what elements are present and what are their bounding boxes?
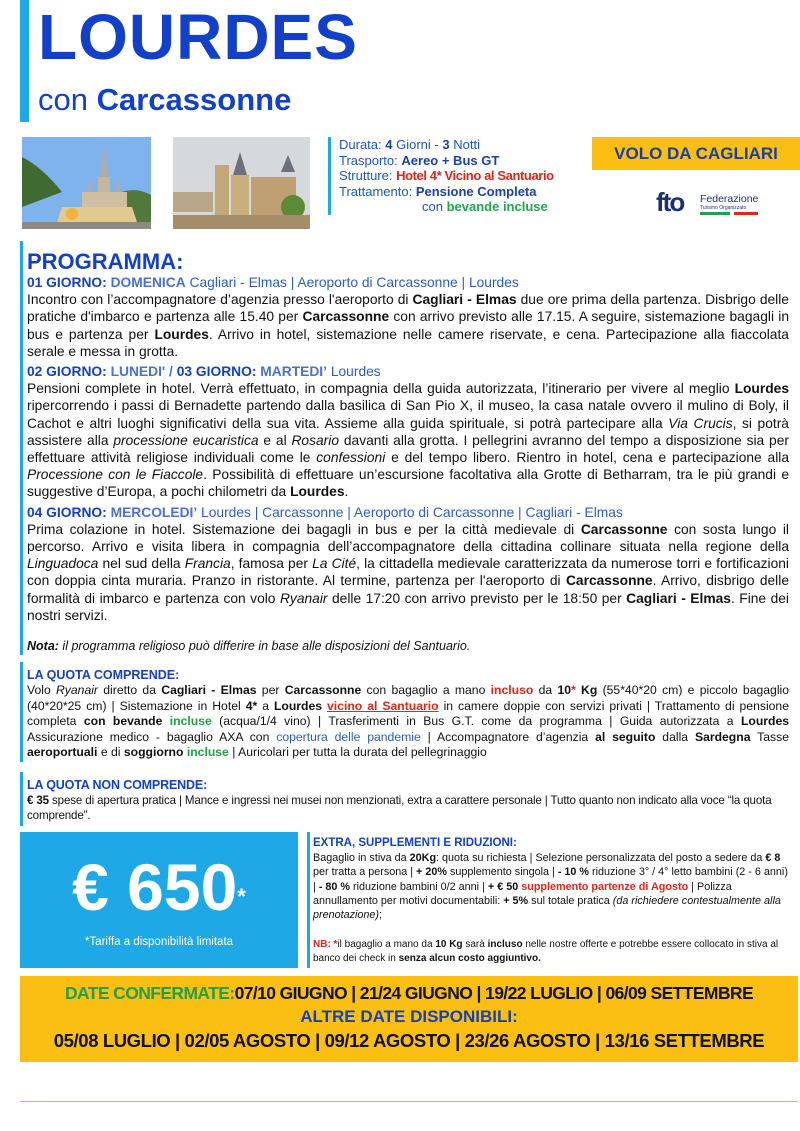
bevande-value: bevande incluse <box>446 199 548 214</box>
flag-red-stripe <box>734 212 758 215</box>
day1-route: Cagliari - Elmas | Aeroporto di Carcassonne | Lourdes <box>189 275 519 290</box>
extra-text: Bagaglio in stiva da 20Kg: quota su richiesta | Selezione personalizzata del posto a sedere da € 8 per tratta a persona | + 20% supplemento singola | - 10 % riduzione 3° / 4° letto bambini (2 - 6 anni) | - 80 % riduzione bambini 0/2 anni | + € 50 supplemento partenze di Agosto | Polizza annullamento per motivi documentabili: + 5% sul totale pratica (da richiedere contestualmente alla prenotazione); <box>313 852 788 922</box>
durata-label: Durata: <box>339 137 382 152</box>
day4-route: Lourdes | Carcassonne | Aeroporto di Carcassonne | Cagliari - Elmas <box>201 504 623 520</box>
other-dates-label: ALTRE DATE DISPONIBILI: <box>300 1007 518 1026</box>
castle-illustration <box>173 137 310 229</box>
fto-logo <box>656 188 776 218</box>
price-note: *Tariffa a disponibilità limitata <box>84 936 234 948</box>
day2-route: Lourdes <box>330 364 381 380</box>
basilica-illustration <box>22 137 151 229</box>
footer-divider <box>20 1101 798 1102</box>
day4-description: Prima colazione in hotel. Sistemazione dei bagagli in bus e per la città medievale di Carcassonne con sosta lungo il percorso. Arrivo e visita libera in compagnia dell’accompagnatore della cittadina collinare situata nella regione della Linguadoca nel sud della Francia, famosa per La Cité, la cittadella medievale caratterizzata da numerose torri e fortificazioni con doppia cinta muraria. Pranzo in ristorante. Al termine, partenza per l'aeroporto di Carcassonne. Arrivo, disbrigo delle formalità di imbarco e partenza con volo Ryanair delle 17:20 con arrivo previsto per le 18:50 per Cagliari - Elmas. Fine dei nostri servizi. <box>27 521 789 623</box>
confirmed-dates <box>20 983 798 1004</box>
trasporto-label: Trasporto: <box>339 152 398 168</box>
subtitle-place: Carcassonne <box>96 82 292 117</box>
lourdes-photo <box>22 137 151 229</box>
fto-logo-line2: Turismo Organizzato <box>700 205 747 211</box>
day1-description: Incontro con l’accompagnatore d’agenzia presso l'aeroporto di Cagliari - Elmas due ore prima della partenza. Disbrigo delle pratiche d'imbarco e partenza alle 15.40 per Carcassonne con arrivo previsto alle 17.15. A seguire, sistemazione bagagli in bus e partenza per Lourdes. Arrivo in hotel, sistemazione nelle camere riservate, e cena. Partecipazione alla fiaccolata serale e messa in grotta. <box>27 292 789 359</box>
durata-days-label: Giorni - <box>396 137 439 152</box>
confirmed-dates-label: DATE CONFERMATE: <box>64 983 235 1003</box>
page-title: LOURDES <box>38 1 358 73</box>
programma-accent-bar <box>20 241 23 655</box>
fto-logo-mark: fto <box>656 187 684 217</box>
programma-section <box>27 250 789 655</box>
quota-comprende-text: Volo Ryanair diretto da Cagliari - Elmas per Carcassonne con bagaglio a mano incluso da 10* Kg (55*40*20 cm) e piccolo bagaglio (40*20*25 cm) | Sistemazione in Hotel 4* a Lourdes vicino al Santuario in camere doppie con servizi privati | Trattamento di pensione completa con bevande incluse (acqua/1/4 vino) | Trasferimenti in Bus G.T. come da programma | Guida autorizzata a Lourdes Assicurazione medico - bagaglio AXA con copertura delle pandemie | Accompagnatore d’agenzia al seguito dalla Sardegna Tasse aeroportuali e di soggiorno incluse | Auricolari per tutta la durata del pellegrinaggio <box>27 683 790 759</box>
day4-weekday: MERCOLEDI’ <box>110 504 198 520</box>
programma-note: Nota: il programma religioso può differire in base alle disposizioni del Santuario. <box>27 639 471 654</box>
trattamento-line <box>339 184 554 200</box>
strutture-line <box>339 168 554 184</box>
quota-comprende-title: LA QUOTA COMPRENDE: <box>27 668 180 682</box>
day4-heading <box>27 504 789 521</box>
carcassonne-photo <box>173 137 310 229</box>
durata-days-number: 4 <box>385 137 393 152</box>
subtitle-prefix: con <box>38 82 88 117</box>
title-accent-bar <box>20 0 29 122</box>
fto-logo-line1: Federazione <box>700 193 759 205</box>
trasporto-value: Aereo + Bus GT <box>401 152 500 168</box>
quota-comprende-section <box>27 668 789 761</box>
day2-label: 02 GIORNO: <box>27 364 107 380</box>
non-comprende-accent-bar <box>20 772 23 826</box>
durata-nights-number: 3 <box>442 137 450 152</box>
day3-weekday: MARTEDI’ <box>260 364 327 380</box>
day3-label: 03 GIORNO: <box>176 364 257 380</box>
confirmed-dates-list: 07/10 GIUGNO | 21/24 GIUGNO | 19/22 LUGLIO | 06/09 SETTEMBRE <box>234 983 754 1003</box>
quota-non-comprende-section <box>27 778 789 823</box>
trasporto-line <box>339 153 554 169</box>
day1-label: 01 GIORNO: <box>27 275 107 290</box>
flag-green-stripe <box>700 212 730 215</box>
day2-description: Pensioni complete in hotel. Verrà effettuato, in compagnia della guida autorizzata, l’itinerario per vivere al meglio Lourdes ripercorrendo i passi di Bernadette partendo dalla basilica di San Pio X, il museo, la casa natale ovvero il mulino di Boly, il Cachot e altri luoghi significativi della sua vita. Assieme alla guida spirituale, si potrà partecipare alla Via Crucis, si potrà assistere alla processione eucaristica e al Rosario davanti alla grotta. I pellegrini avranno del tempo a disposizione sia per effettuare attività religiose individuali come le confessioni e del tempo libero. Rientro in hotel, cena e partecipazione alla Processione con le Fiaccole. Possibilità di effettuare un’escursione facoltativa alla Grotte di Betharram, tra le più grandi e suggestive d’Europa, a pochi chilometri da Lourdes. <box>27 381 789 500</box>
day2-heading: 02 GIORNO: LUNEDI' / 03 GIORNO: MARTEDI’ Lourdes <box>27 364 381 380</box>
quota-non-comprende-text: € 35 spese di apertura pratica | Mance e ingressi nei musei non menzionati, extra a carattere personale | Tutto quanto non indicato alla voce “la quota comprende”. <box>27 794 772 822</box>
departure-badge: VOLO DA CAGLIARI <box>592 137 800 170</box>
dates-banner <box>20 976 798 1062</box>
day2-weekday: LUNEDI' <box>110 364 166 380</box>
strutture-label: Strutture: <box>339 168 393 183</box>
day1-heading <box>27 274 789 291</box>
trip-info <box>328 137 554 215</box>
strutture-value: Hotel 4* Vicino al Santuario <box>396 168 554 183</box>
bevande-line <box>339 199 554 215</box>
programma-title: PROGRAMMA: <box>27 249 184 274</box>
extra-accent-bar <box>307 832 310 968</box>
day1-weekday: DOMENICA <box>110 275 186 290</box>
extra-section <box>313 836 793 965</box>
durata-nights-label: Notti <box>453 137 480 152</box>
quota-accent-bar <box>20 662 23 762</box>
page-subtitle <box>38 80 291 120</box>
quota-non-comprende-title: LA QUOTA NON COMPRENDE: <box>27 778 208 792</box>
trattamento-value: Pensione Completa <box>415 183 537 199</box>
trattamento-label: Trattamento: <box>339 183 413 199</box>
durata-line <box>339 137 554 153</box>
bevande-prefix: con <box>422 199 443 214</box>
extra-nb-note: NB: *il bagaglio a mano da 10 Kg sarà incluso nelle nostre offerte e potrebbe essere collocato in stiva al banco dei check in senza alcun costo aggiuntivo. <box>313 939 779 964</box>
price-value: € 650* <box>72 850 246 924</box>
other-dates-list: 05/08 LUGLIO | 02/05 AGOSTO | 09/12 AGOSTO | 23/26 AGOSTO | 13/16 SETTEMBRE <box>53 1030 765 1051</box>
price-box <box>20 832 298 968</box>
extra-title: EXTRA, SUPPLEMENTI E RIDUZIONI: <box>313 837 517 849</box>
day4-label: 04 GIORNO: <box>27 504 107 520</box>
